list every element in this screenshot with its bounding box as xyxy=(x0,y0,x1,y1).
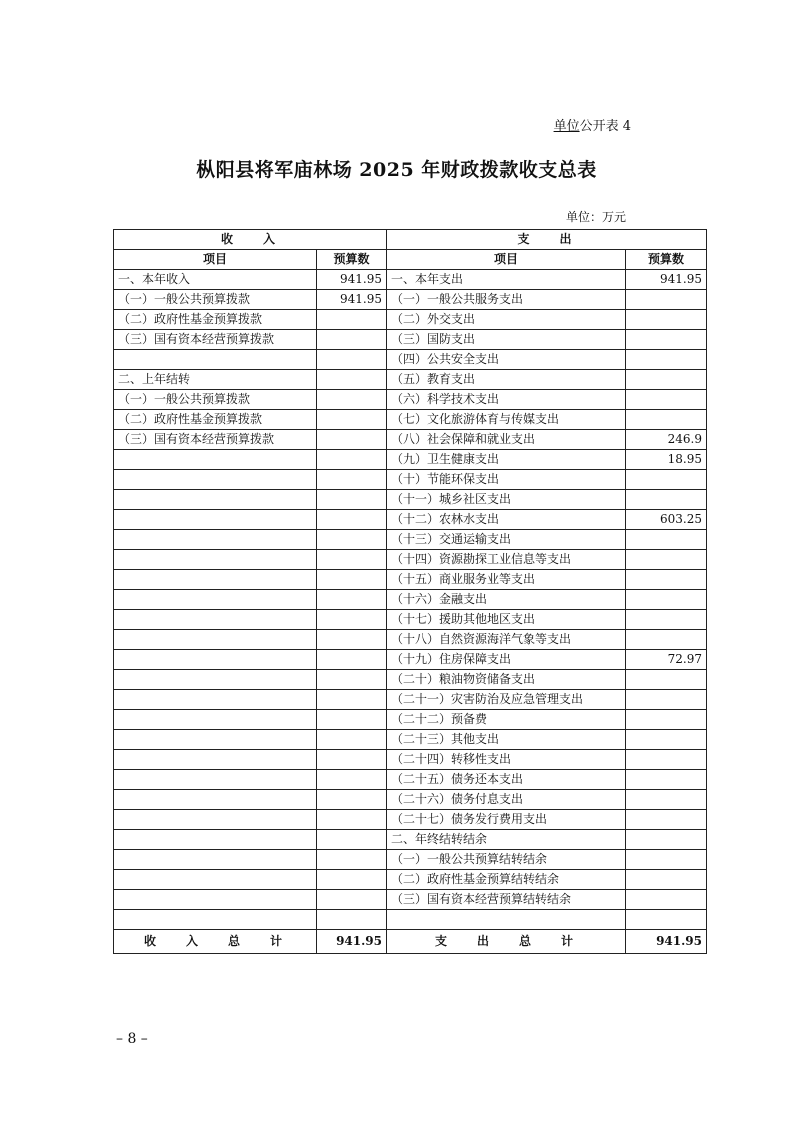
income-value-cell xyxy=(317,370,387,390)
expense-value-cell xyxy=(626,690,707,710)
income-value-cell xyxy=(317,850,387,870)
income-budget-header: 预算数 xyxy=(317,250,387,270)
table-row xyxy=(114,410,707,430)
expense-value-cell xyxy=(626,390,707,410)
income-item-cell xyxy=(114,730,317,750)
expense-value-cell xyxy=(626,610,707,630)
income-item-cell: （一）一般公共预算拨款 xyxy=(114,290,317,310)
income-value-cell xyxy=(317,530,387,550)
expense-item-cell: （二）政府性基金预算结转结余 xyxy=(387,870,626,890)
table-row xyxy=(114,450,707,470)
unit-label: 单位：万元 xyxy=(566,210,627,224)
income-item-cell xyxy=(114,570,317,590)
expense-value-cell xyxy=(626,570,707,590)
expense-value-cell xyxy=(626,730,707,750)
income-item-cell xyxy=(114,650,317,670)
income-value-cell xyxy=(317,670,387,690)
expense-item-cell: （一）一般公共服务支出 xyxy=(387,290,626,310)
table-row xyxy=(114,390,707,410)
table-row xyxy=(114,790,707,810)
income-value-cell xyxy=(317,570,387,590)
income-item-cell xyxy=(114,590,317,610)
page-number: – 8 – xyxy=(116,1031,148,1047)
income-value-cell xyxy=(317,690,387,710)
expense-budget-header: 预算数 xyxy=(626,250,707,270)
income-value-cell xyxy=(317,550,387,570)
income-value-cell xyxy=(317,350,387,370)
expense-value-cell xyxy=(626,410,707,430)
income-item-cell xyxy=(114,710,317,730)
expense-item-cell: （二）外交支出 xyxy=(387,310,626,330)
expense-value-cell xyxy=(626,350,707,370)
expense-item-cell: （五）教育支出 xyxy=(387,370,626,390)
table-row xyxy=(114,730,707,750)
expense-value-cell xyxy=(626,330,707,350)
income-value-cell xyxy=(317,330,387,350)
expense-value-cell: 941.95 xyxy=(626,270,707,290)
table-row xyxy=(114,810,707,830)
income-item-cell xyxy=(114,790,317,810)
expense-value-cell xyxy=(626,850,707,870)
table-number-label xyxy=(554,115,631,134)
table-row xyxy=(114,290,707,310)
income-item-cell xyxy=(114,610,317,630)
table-row xyxy=(114,370,707,390)
document-title: 枞阳县将军庙林场 2025 年财政拨款收支总表 xyxy=(196,159,597,181)
table-number-underlined: 单位 xyxy=(553,119,580,134)
income-item-cell xyxy=(114,830,317,850)
income-value-cell xyxy=(317,390,387,410)
table-row xyxy=(114,670,707,690)
expense-value-cell xyxy=(626,530,707,550)
income-value-cell xyxy=(317,730,387,750)
expense-item-cell: 二、年终结转结余 xyxy=(387,830,626,850)
income-item-cell xyxy=(114,810,317,830)
expense-item-cell: （八）社会保障和就业支出 xyxy=(387,430,626,450)
expense-value-cell xyxy=(626,290,707,310)
income-value-cell xyxy=(317,770,387,790)
income-value-cell xyxy=(317,630,387,650)
income-item-cell xyxy=(114,870,317,890)
income-total-label: 收入总计 xyxy=(114,930,317,954)
expense-item-cell: （十九）住房保障支出 xyxy=(387,650,626,670)
income-value-cell xyxy=(317,870,387,890)
expense-item-cell: （二十七）债务发行费用支出 xyxy=(387,810,626,830)
income-item-cell: （一）一般公共预算拨款 xyxy=(114,390,317,410)
budget-summary-table xyxy=(113,229,707,954)
expense-value-cell xyxy=(626,770,707,790)
table-row xyxy=(114,490,707,510)
expense-item-cell: （三）国有资本经营预算结转结余 xyxy=(387,890,626,910)
income-item-cell: （三）国有资本经营预算拨款 xyxy=(114,430,317,450)
income-value-cell: 941.95 xyxy=(317,270,387,290)
expense-value-cell: 72.97 xyxy=(626,650,707,670)
income-item-cell xyxy=(114,630,317,650)
expense-item-cell: （二十三）其他支出 xyxy=(387,730,626,750)
expense-item-cell: （二十六）债务付息支出 xyxy=(387,790,626,810)
table-row xyxy=(114,910,707,930)
expense-value-cell xyxy=(626,550,707,570)
expense-item-cell: （四）公共安全支出 xyxy=(387,350,626,370)
income-value-cell xyxy=(317,590,387,610)
table-row xyxy=(114,890,707,910)
income-value-cell xyxy=(317,610,387,630)
expense-value-cell xyxy=(626,790,707,810)
income-value-cell xyxy=(317,650,387,670)
table-row xyxy=(114,710,707,730)
income-item-cell xyxy=(114,550,317,570)
income-value-cell xyxy=(317,410,387,430)
table-row xyxy=(114,850,707,870)
table-row xyxy=(114,570,707,590)
income-value-cell xyxy=(317,750,387,770)
table-body xyxy=(114,270,707,930)
expense-value-cell xyxy=(626,370,707,390)
expense-value-cell xyxy=(626,590,707,610)
table-row xyxy=(114,870,707,890)
expense-item-cell: （十四）资源勘探工业信息等支出 xyxy=(387,550,626,570)
expense-item-cell: （二十四）转移性支出 xyxy=(387,750,626,770)
table-row xyxy=(114,310,707,330)
income-item-cell xyxy=(114,910,317,930)
income-item-cell xyxy=(114,890,317,910)
income-item-cell: （二）政府性基金预算拨款 xyxy=(114,310,317,330)
expense-value-cell: 246.9 xyxy=(626,430,707,450)
expense-item-cell: （七）文化旅游体育与传媒支出 xyxy=(387,410,626,430)
income-item-cell xyxy=(114,850,317,870)
income-value-cell xyxy=(317,470,387,490)
income-item-cell xyxy=(114,510,317,530)
income-value-cell xyxy=(317,450,387,470)
table-row xyxy=(114,330,707,350)
income-total-value: 941.95 xyxy=(317,930,387,954)
expense-item-cell: （十六）金融支出 xyxy=(387,590,626,610)
income-value-cell xyxy=(317,490,387,510)
table-row xyxy=(114,470,707,490)
expense-value-cell xyxy=(626,910,707,930)
expense-item-cell: （十一）城乡社区支出 xyxy=(387,490,626,510)
expense-item-cell: （二十一）灾害防治及应急管理支出 xyxy=(387,690,626,710)
income-item-cell xyxy=(114,750,317,770)
table-row xyxy=(114,750,707,770)
income-value-cell xyxy=(317,310,387,330)
table-row xyxy=(114,690,707,710)
total-row xyxy=(114,930,707,954)
income-value-cell xyxy=(317,710,387,730)
expense-item-cell xyxy=(387,910,626,930)
expense-value-cell xyxy=(626,310,707,330)
expense-item-cell: （二十）粮油物资储备支出 xyxy=(387,670,626,690)
table-row xyxy=(114,550,707,570)
table-row xyxy=(114,770,707,790)
table-row xyxy=(114,610,707,630)
expense-item-cell: （十五）商业服务业等支出 xyxy=(387,570,626,590)
income-value-cell xyxy=(317,790,387,810)
income-value-cell xyxy=(317,830,387,850)
income-value-cell xyxy=(317,890,387,910)
expense-item-header: 项目 xyxy=(387,250,626,270)
expense-item-cell: （十）节能环保支出 xyxy=(387,470,626,490)
section-header-row xyxy=(114,230,707,250)
income-item-cell xyxy=(114,350,317,370)
expense-section-header: 支出 xyxy=(387,230,707,250)
income-section-header: 收入 xyxy=(114,230,387,250)
table-row xyxy=(114,430,707,450)
expense-item-cell: （六）科学技术支出 xyxy=(387,390,626,410)
income-item-cell xyxy=(114,470,317,490)
table-row xyxy=(114,650,707,670)
expense-value-cell xyxy=(626,810,707,830)
income-item-cell xyxy=(114,450,317,470)
expense-value-cell xyxy=(626,670,707,690)
expense-value-cell xyxy=(626,830,707,850)
income-item-cell xyxy=(114,670,317,690)
expense-item-cell: （二十五）债务还本支出 xyxy=(387,770,626,790)
expense-total-label: 支出总计 xyxy=(387,930,626,954)
income-value-cell: 941.95 xyxy=(317,290,387,310)
income-item-cell xyxy=(114,690,317,710)
expense-value-cell xyxy=(626,630,707,650)
expense-item-cell: （九）卫生健康支出 xyxy=(387,450,626,470)
table-row xyxy=(114,510,707,530)
expense-value-cell xyxy=(626,750,707,770)
table-row xyxy=(114,350,707,370)
expense-item-cell: （三）国防支出 xyxy=(387,330,626,350)
income-item-cell xyxy=(114,490,317,510)
table-row xyxy=(114,830,707,850)
expense-value-cell xyxy=(626,490,707,510)
income-item-cell: （三）国有资本经营预算拨款 xyxy=(114,330,317,350)
expense-item-cell: 一、本年支出 xyxy=(387,270,626,290)
income-value-cell xyxy=(317,910,387,930)
expense-value-cell xyxy=(626,890,707,910)
column-header-row xyxy=(114,250,707,270)
expense-item-cell: （十三）交通运输支出 xyxy=(387,530,626,550)
expense-value-cell: 603.25 xyxy=(626,510,707,530)
expense-item-cell: （十二）农林水支出 xyxy=(387,510,626,530)
income-item-cell xyxy=(114,770,317,790)
table-row xyxy=(114,590,707,610)
expense-item-cell: （十七）援助其他地区支出 xyxy=(387,610,626,630)
income-value-cell xyxy=(317,810,387,830)
income-item-cell: （二）政府性基金预算拨款 xyxy=(114,410,317,430)
expense-total-value: 941.95 xyxy=(626,930,707,954)
income-value-cell xyxy=(317,430,387,450)
expense-value-cell xyxy=(626,870,707,890)
expense-value-cell xyxy=(626,710,707,730)
expense-item-cell: （一）一般公共预算结转结余 xyxy=(387,850,626,870)
table-row xyxy=(114,630,707,650)
income-item-cell xyxy=(114,530,317,550)
expense-value-cell xyxy=(626,470,707,490)
table-row xyxy=(114,270,707,290)
income-item-cell: 一、本年收入 xyxy=(114,270,317,290)
income-item-cell: 二、上年结转 xyxy=(114,370,317,390)
expense-value-cell: 18.95 xyxy=(626,450,707,470)
income-value-cell xyxy=(317,510,387,530)
expense-item-cell: （二十二）预备费 xyxy=(387,710,626,730)
expense-item-cell: （十八）自然资源海洋气象等支出 xyxy=(387,630,626,650)
table-number-rest: 公开表 4 xyxy=(579,119,631,134)
income-item-header: 项目 xyxy=(114,250,317,270)
table-row xyxy=(114,530,707,550)
